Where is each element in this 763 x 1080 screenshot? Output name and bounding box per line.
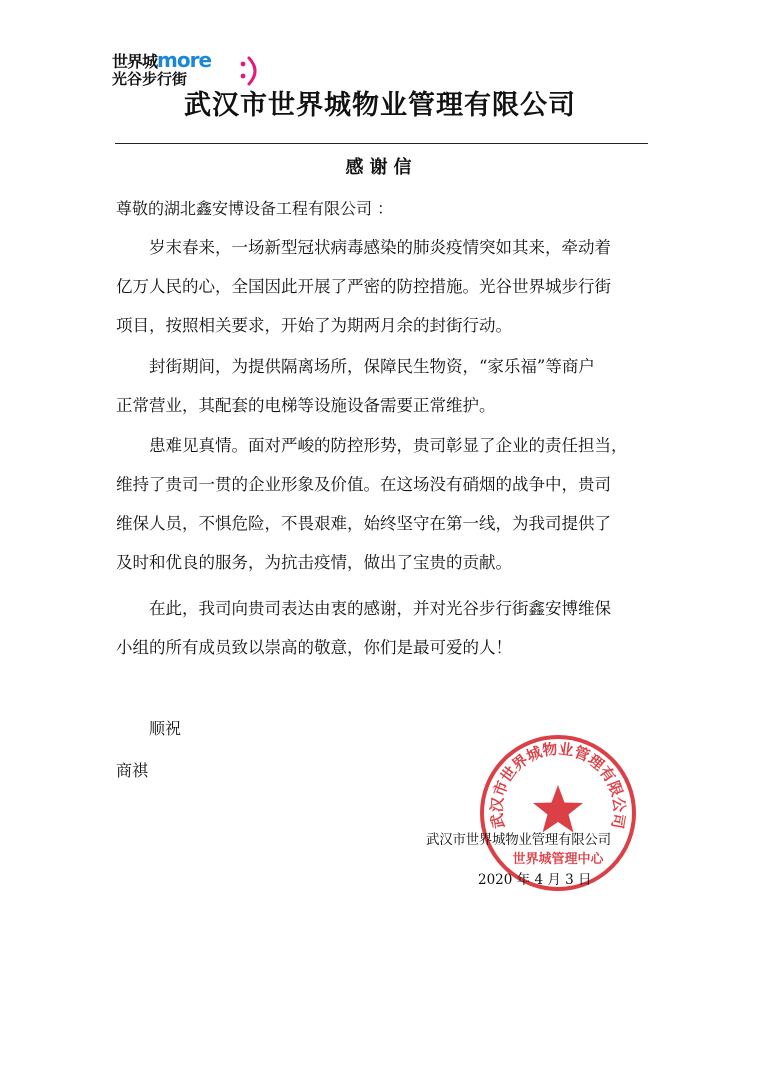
logo-line1 — [112, 50, 211, 72]
signer-company: 武汉市世界城物业管理有限公司 — [426, 832, 611, 848]
paragraph-line: 亿万人民的心，全国因此开展了严密的防控措施。光谷世界城步行街 — [116, 277, 611, 296]
header-divider — [115, 143, 648, 144]
seal-ring-text: 武汉市世界城物业管理有限公司 — [487, 739, 629, 830]
logo-text-more: more — [157, 48, 212, 72]
body-paragraph-2 — [116, 352, 651, 430]
salutation: 尊敬的湖北鑫安博设备工程有限公司 ： — [116, 199, 394, 218]
paragraph-line: 岁末春来，一场新型冠状病毒感染的肺炎疫情突如其来，牵动着 — [149, 238, 611, 257]
logo-text-cn: 世界城 — [112, 52, 158, 71]
paragraph-line: 正常营业，其配套的电梯等设施设备需要正常维护。 — [116, 396, 496, 415]
paragraph-line: 维保人员，不惧危险，不畏艰难，始终坚守在第一线，为我司提供了 — [116, 514, 611, 533]
paragraph-line: 患难见真情。面对严峻的防控形势，贵司彰显了企业的责任担当， — [149, 436, 628, 455]
letter-date: 2020 年 4 月 3 日 — [478, 872, 592, 888]
paragraph-line: 在此，我司向贵司表达由衷的感谢，并对光谷步行街鑫安博维保 — [149, 599, 611, 618]
paragraph-line: 及时和优良的服务，为抗击疫情，做出了宝贵的贡献。 — [116, 553, 512, 572]
seal-inner-text: 世界城管理中心 — [512, 852, 604, 867]
logo-smile-icon — [237, 55, 263, 87]
regards-phrase: 商祺 — [116, 761, 149, 780]
closing-phrase: 顺祝 — [149, 719, 182, 738]
company-header: 武汉市世界城物业管理有限公司 — [184, 90, 576, 121]
paragraph-line: 项目，按照相关要求，开始了为期两月余的封街行动。 — [116, 316, 512, 335]
body-paragraph-3 — [116, 431, 651, 587]
logo-text-subtitle: 光谷步行街 — [112, 70, 188, 88]
letter-title: 感谢信 — [345, 157, 418, 178]
paragraph-line: 维持了贵司一贯的企业形象及价值。在这场没有硝烟的战争中，贵司 — [116, 475, 611, 494]
paragraph-line: 封街期间，为提供隔离场所，保障民生物资，“家乐福”等商户 — [149, 357, 595, 376]
seal-star-icon — [533, 785, 583, 833]
paragraph-line: 小组的所有成员致以崇高的敬意，你们是最可爱的人！ — [116, 638, 512, 657]
body-paragraph-4 — [116, 594, 651, 672]
body-paragraph-1 — [116, 233, 651, 350]
